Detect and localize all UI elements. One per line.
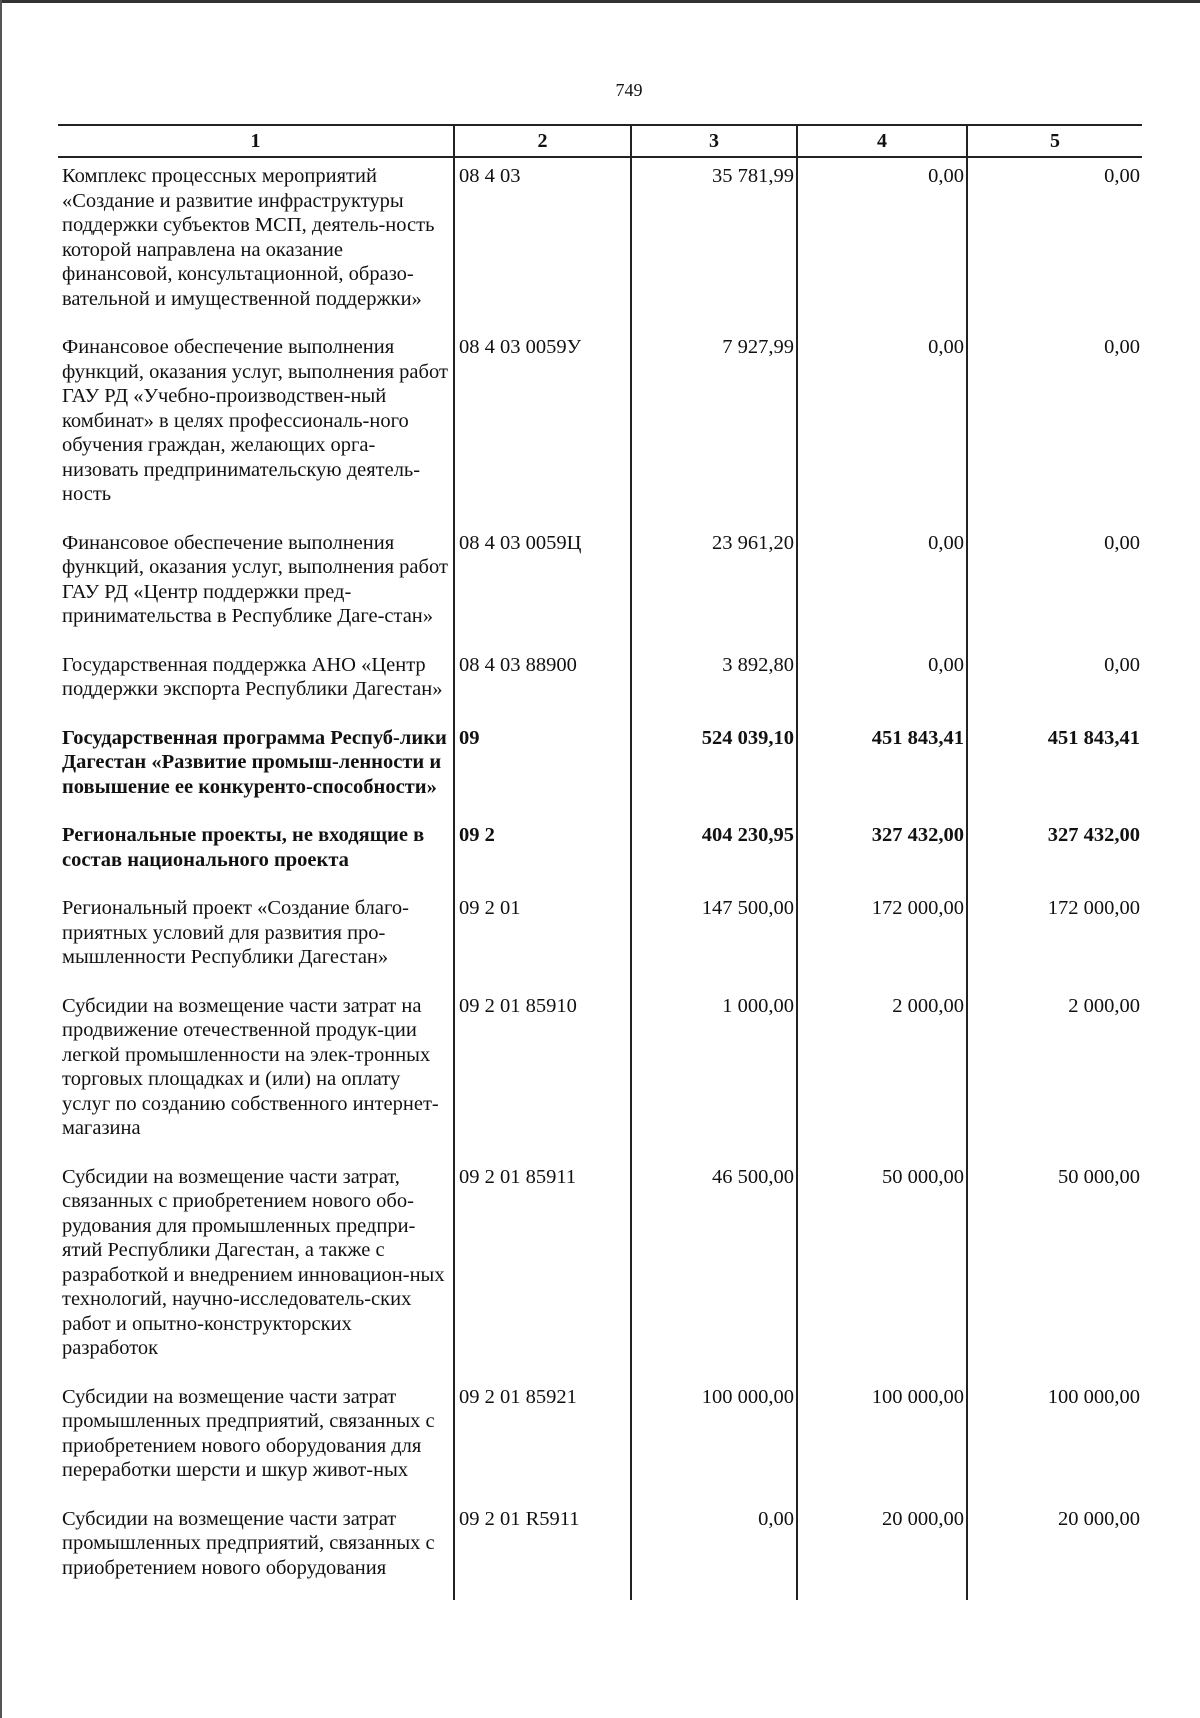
row-name: Государственная поддержка АНО «Центр поддержки экспорта Республики Дагестан»	[62, 653, 443, 700]
row-code: 08 4 03	[454, 157, 631, 329]
row-value-col5: 0,00	[967, 647, 1142, 720]
row-value-col5: 50 000,00	[967, 1159, 1142, 1379]
table-row	[58, 1379, 1142, 1501]
header-col-5: 5	[967, 125, 1142, 157]
row-value-col3: 404 230,95	[631, 817, 797, 890]
page-number: 749	[615, 80, 643, 100]
row-value-col3: 524 039,10	[631, 720, 797, 818]
row-name: Субсидии на возмещение части затрат промышленных предприятий, связанных с приобретением нового оборудования	[62, 1507, 435, 1579]
table-row	[58, 890, 1142, 988]
table-row	[58, 720, 1142, 818]
row-value-col3: 46 500,00	[631, 1159, 797, 1379]
row-value-col5: 172 000,00	[967, 890, 1142, 988]
table-row	[58, 525, 1142, 647]
table-row	[58, 1501, 1142, 1601]
row-value-col4: 451 843,41	[797, 720, 967, 818]
row-code: 09 2	[454, 817, 631, 890]
row-value-col5: 327 432,00	[967, 817, 1142, 890]
table-row	[58, 647, 1142, 720]
row-code: 08 4 03 0059Ц	[454, 525, 631, 647]
row-name: Государственная программа Респуб-лики Дагестан «Развитие промыш-ленности и повышение ее конкуренто-способности»	[62, 726, 447, 798]
table-row	[58, 157, 1142, 329]
row-value-col4: 50 000,00	[797, 1159, 967, 1379]
table-header-row	[58, 125, 1142, 157]
row-name: Региональный проект «Создание благо-приятных условий для развития про-мышленности Республики Дагестан»	[62, 897, 409, 968]
row-value-col3: 3 892,80	[631, 647, 797, 720]
row-code: 09	[454, 720, 631, 818]
row-name: Финансовое обеспечение выполнения функций, оказания услуг, выполнения работ ГАУ РД «Центр поддержки пред-принимательства в Республике Даге-стан»	[62, 531, 448, 627]
row-code: 09 2 01	[454, 890, 631, 988]
row-value-col5: 451 843,41	[967, 720, 1142, 818]
row-value-col4: 100 000,00	[797, 1379, 967, 1501]
row-name: Субсидии на возмещение части затрат на продвижение отечественной продук-ции легкой промышленности на элек-тронных торговых площадках и (или) на оплату услуг по созданию собственного интернет-магазина	[62, 994, 439, 1139]
row-code: 09 2 01 R5911	[454, 1501, 631, 1601]
row-value-col5: 2 000,00	[967, 988, 1142, 1159]
table-row	[58, 1159, 1142, 1379]
row-value-col4: 2 000,00	[797, 988, 967, 1159]
row-value-col4: 0,00	[797, 525, 967, 647]
row-name: Финансовое обеспечение выполнения функций, оказания услуг, выполнения работ ГАУ РД «Учебно-производствен-ный комбинат» в целях профессиональ-ного обучения граждан, желающих орга-низовать предпринимательскую деятель-ность	[62, 336, 448, 505]
header-col-3: 3	[631, 125, 797, 157]
row-value-col3: 23 961,20	[631, 525, 797, 647]
table-row	[58, 329, 1142, 525]
row-value-col5: 0,00	[967, 329, 1142, 525]
row-name: Субсидии на возмещение части затрат промышленных предприятий, связанных с приобретением нового оборудования для переработки шерсти и шкур живот-ных	[62, 1385, 435, 1481]
row-value-col4: 172 000,00	[797, 890, 967, 988]
row-value-col3: 147 500,00	[631, 890, 797, 988]
row-code: 09 2 01 85921	[454, 1379, 631, 1501]
table-row	[58, 817, 1142, 890]
table-body	[58, 157, 1142, 1600]
row-value-col4: 20 000,00	[797, 1501, 967, 1601]
table-row	[58, 988, 1142, 1159]
header-col-2: 2	[454, 125, 631, 157]
row-name: Субсидии на возмещение части затрат, связанных с приобретением нового обо-рудования для промышленных предпри-ятий Республики Дагестан, а также с разработкой и внедрением инновацион-ных технологий, научно-исследователь-ских работ и опытно-конструкторских разработок	[62, 1165, 445, 1359]
row-value-col4: 0,00	[797, 329, 967, 525]
row-value-col3: 7 927,99	[631, 329, 797, 525]
row-value-col5: 20 000,00	[967, 1501, 1142, 1601]
row-code: 08 4 03 88900	[454, 647, 631, 720]
row-name: Комплекс процессных мероприятий «Создание и развитие инфраструктуры поддержки субъектов МСП, деятель-ность которой направлена на оказание финансовой, консультационной, образо-вательной и имущественной поддержки»	[62, 165, 435, 310]
scan-top-border	[0, 0, 1200, 3]
row-value-col3: 100 000,00	[631, 1379, 797, 1501]
row-name: Региональные проекты, не входящие в состав национального проекта	[62, 824, 425, 871]
row-value-col3: 0,00	[631, 1501, 797, 1601]
budget-table	[58, 124, 1142, 1600]
header-col-1: 1	[58, 125, 454, 157]
row-value-col3: 35 781,99	[631, 157, 797, 329]
header-col-4: 4	[797, 125, 967, 157]
scan-left-border	[0, 0, 2, 1718]
row-code: 09 2 01 85911	[454, 1159, 631, 1379]
row-value-col5: 100 000,00	[967, 1379, 1142, 1501]
row-value-col4: 327 432,00	[797, 817, 967, 890]
row-value-col4: 0,00	[797, 157, 967, 329]
row-code: 09 2 01 85910	[454, 988, 631, 1159]
row-value-col4: 0,00	[797, 647, 967, 720]
row-value-col5: 0,00	[967, 157, 1142, 329]
row-value-col3: 1 000,00	[631, 988, 797, 1159]
row-code: 08 4 03 0059У	[454, 329, 631, 525]
row-value-col5: 0,00	[967, 525, 1142, 647]
